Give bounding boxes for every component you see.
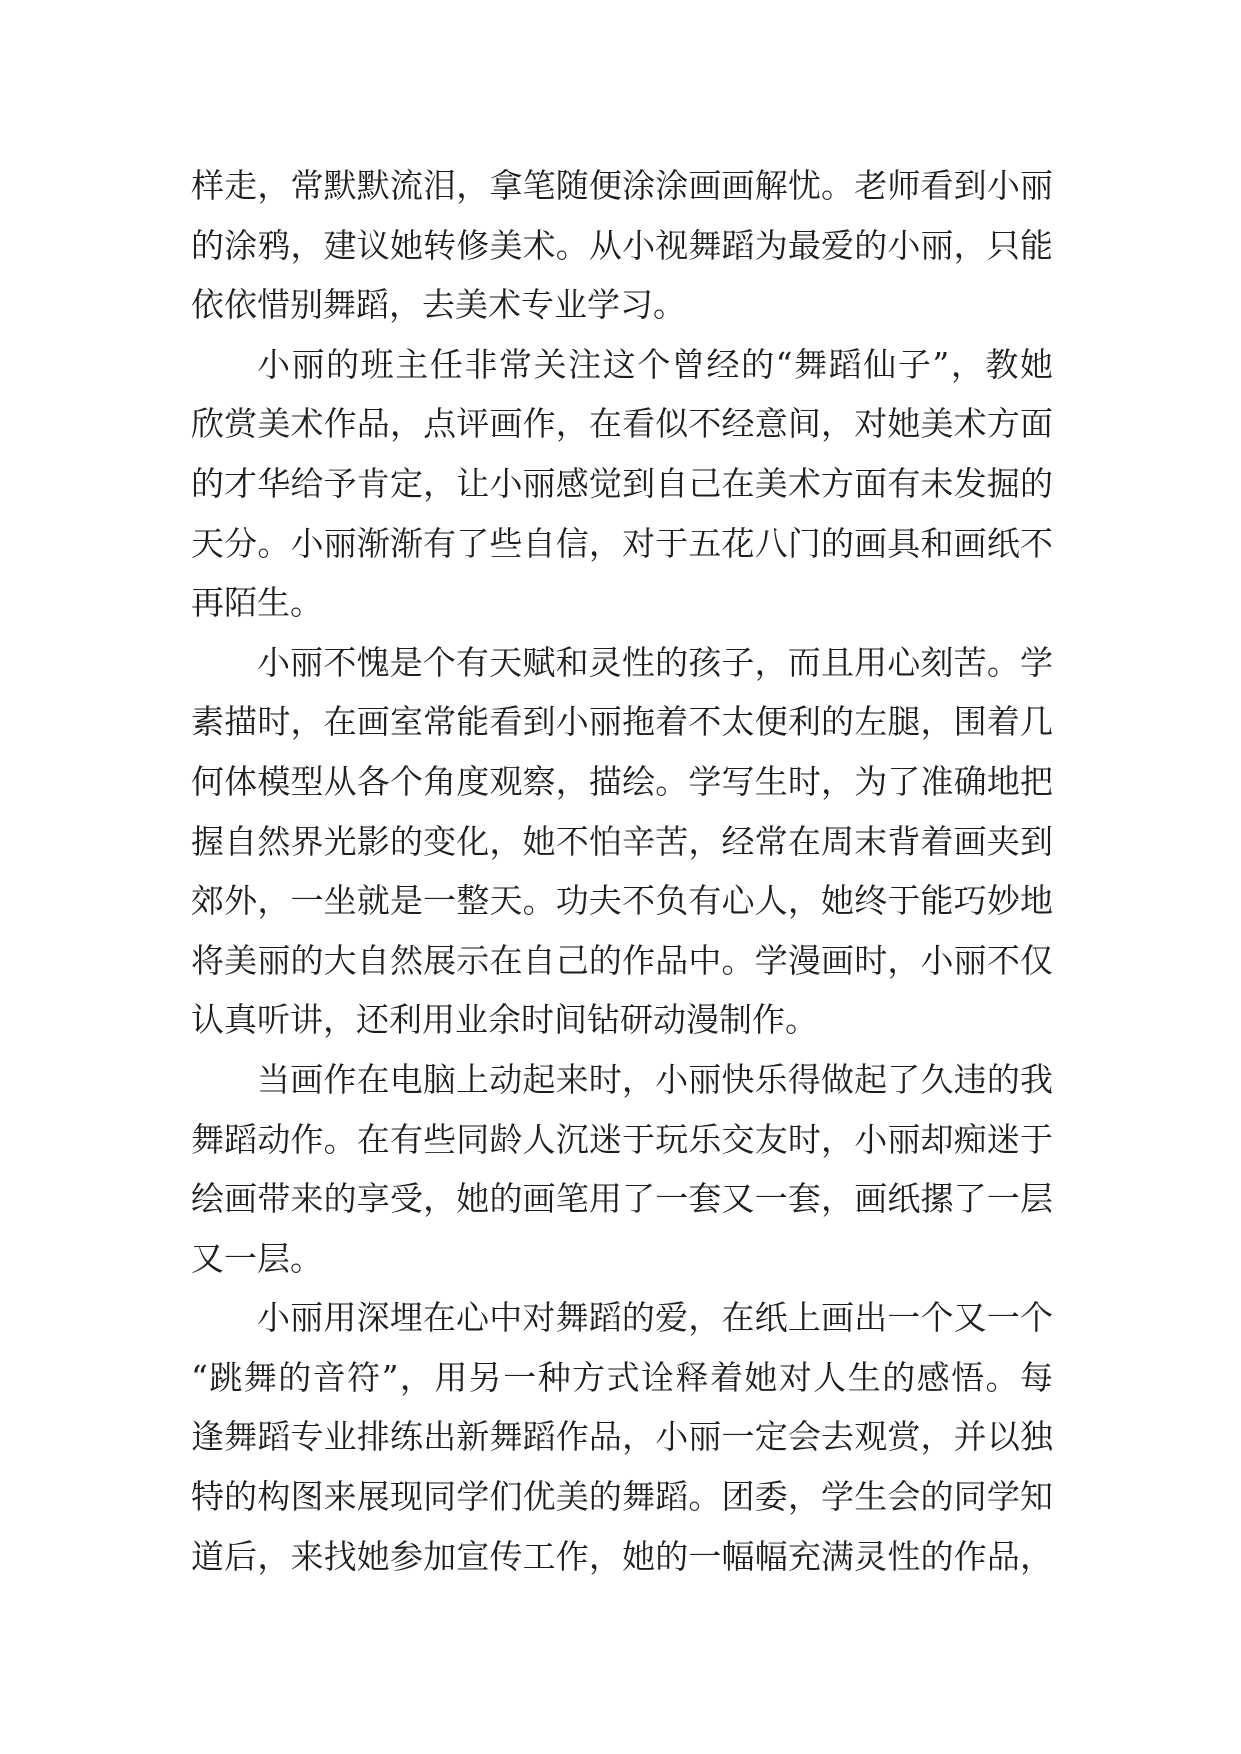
paragraph (191, 156, 1053, 335)
document-body (191, 156, 1053, 1586)
text-line: 何体模型从各个角度观察，描绘。学写生时，为了准确地把 (191, 761, 1053, 801)
text-line: “跳舞的音符”，用另一种方式诠释着她对人生的感悟。每 (191, 1357, 1053, 1397)
paragraph (191, 1288, 1053, 1586)
text-line: 郊外，一坐就是一整天。功夫不负有心人，她终于能巧妙地 (191, 881, 1053, 921)
text-line: 的涂鸦，建议她转修美术。从小视舞蹈为最爱的小丽，只能 (191, 225, 1053, 265)
text-line: 小丽用深埋在心中对舞蹈的爱，在纸上画出一个又一个 (257, 1298, 1053, 1338)
text-line: 认真听讲，还利用业余时间钻研动漫制作。 (191, 1000, 818, 1040)
text-line: 当画作在电脑上动起来时，小丽快乐得做起了久违的我 (257, 1059, 1053, 1099)
paragraph (191, 633, 1053, 1050)
text-line: 道后，来找她参加宣传工作，她的一幅幅充满灵性的作品， (191, 1536, 1053, 1576)
text-line: 又一层。 (191, 1238, 323, 1278)
text-line: 小丽的班主任非常关注这个曾经的“舞蹈仙子”，教她 (257, 344, 1053, 384)
text-line: 握自然界光影的变化，她不怕辛苦，经常在周末背着画夹到 (191, 821, 1053, 861)
text-line: 小丽不愧是个有天赋和灵性的孩子，而且用心刻苦。学 (257, 642, 1053, 682)
text-line: 舞蹈动作。在有些同龄人沉迷于玩乐交友时，小丽却痴迷于 (191, 1119, 1053, 1159)
text-line: 特的构图来展现同学们优美的舞蹈。团委，学生会的同学知 (191, 1477, 1053, 1517)
paragraph (191, 1050, 1053, 1288)
text-line: 天分。小丽渐渐有了些自信，对于五花八门的画具和画纸不 (191, 523, 1053, 563)
text-line: 依依惜别舞蹈，去美术专业学习。 (191, 285, 686, 325)
text-line: 素描时，在画室常能看到小丽拖着不太便利的左腿，围着几 (191, 702, 1053, 742)
text-line: 逢舞蹈专业排练出新舞蹈作品，小丽一定会去观赏，并以独 (191, 1417, 1053, 1457)
text-line: 样走，常默默流泪，拿笔随便涂涂画画解忧。老师看到小丽 (191, 166, 1053, 205)
text-line: 绘画带来的享受，她的画笔用了一套又一套，画纸摞了一层 (191, 1179, 1053, 1219)
text-line: 欣赏美术作品，点评画作，在看似不经意间，对她美术方面 (191, 404, 1053, 444)
paragraph (191, 335, 1053, 633)
text-line: 再陌生。 (191, 583, 323, 623)
text-line: 的才华给予肯定，让小丽感觉到自己在美术方面有未发掘的 (191, 463, 1053, 503)
text-line: 将美丽的大自然展示在自己的作品中。学漫画时，小丽不仅 (191, 940, 1053, 980)
